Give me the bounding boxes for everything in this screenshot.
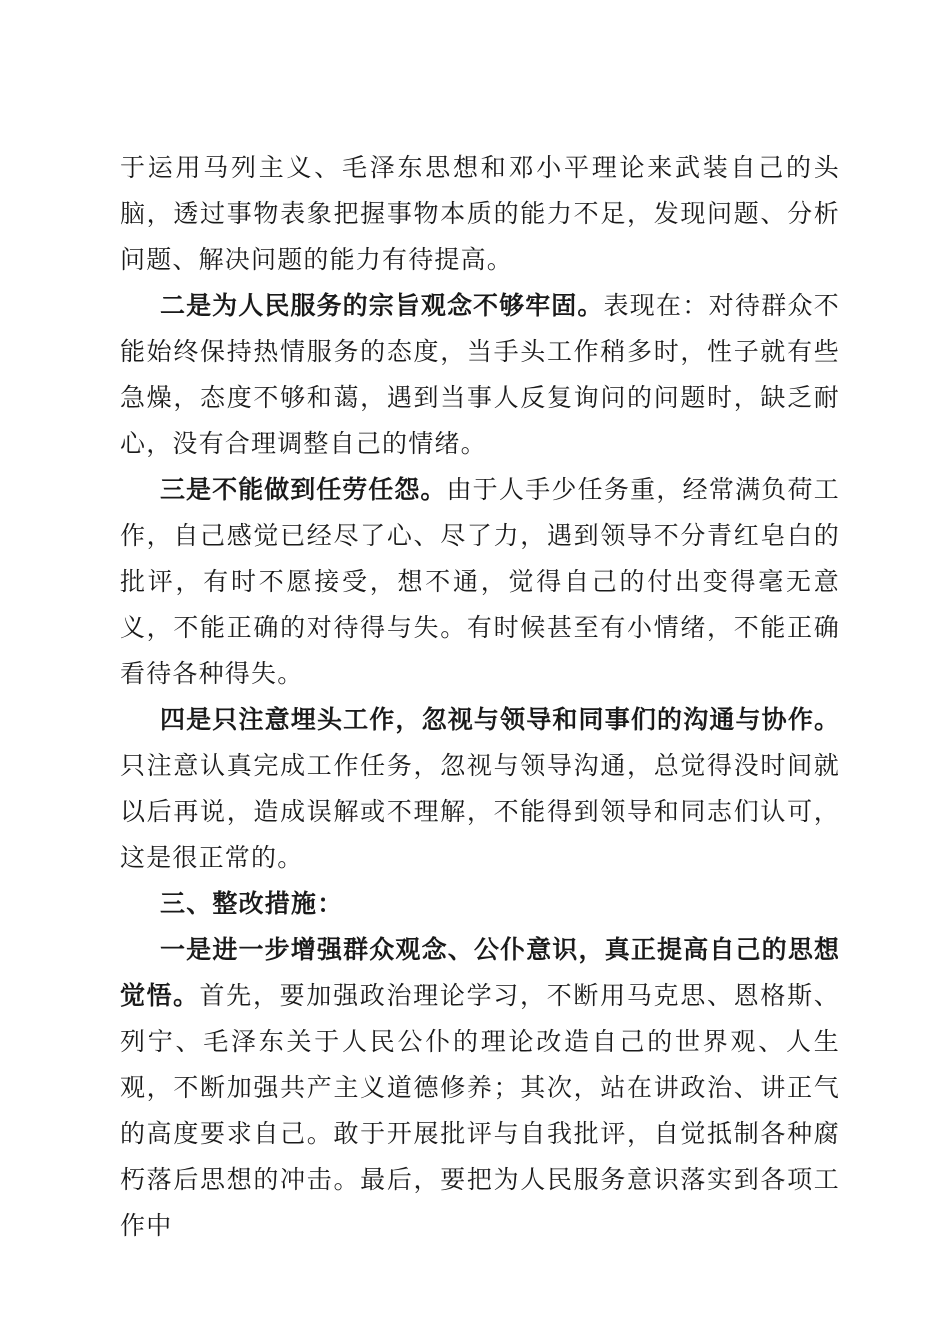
paragraph-continuation xyxy=(120,145,840,283)
paragraph-lead: 三是不能做到任劳任怨。 xyxy=(160,475,447,504)
section-heading: 三、整改措施： xyxy=(160,889,344,918)
document-body xyxy=(120,145,840,1249)
paragraph-lead: 一是进一步增强群众观念、公仆意识，真正提高自己的思想觉悟。 xyxy=(120,935,840,1010)
paragraph-text: 于运用马列主义、毛泽东思想和邓小平理论来武装自己的头脑，透过事物表象把握事物本质的能力不足，发现问题、分析问题、解决问题的能力有待提高。 xyxy=(120,153,840,274)
paragraph-lead: 四是只注意埋头工作，忽视与领导和同事们的沟通与协作。 xyxy=(160,705,840,734)
paragraph-text: 首先，要加强政治理论学习，不断用马克思、恩格斯、列宁、毛泽东关于人民公仆的理论改造自己的世界观、人生观，不断加强共产主义道德修养；其次，站在讲政治、讲正气的高度要求自己。敢于开展批评与自我批评，自觉抵制各种腐朽落后思想的冲击。最后，要把为人民服务意识落实到各项工作中 xyxy=(120,981,840,1240)
paragraph-measure-one xyxy=(120,927,840,1249)
paragraph-text: 由于人手少任务重，经常满负荷工作，自己感觉已经尽了心、尽了力，遇到领导不分青红皂白的批评，有时不愿接受，想不通，觉得自己的付出变得毫无意义，不能正确的对待得与失。有时候甚至有小情绪，不能正确看待各种得失。 xyxy=(120,475,840,688)
paragraph-point-two xyxy=(120,283,840,467)
paragraph-point-four xyxy=(120,697,840,881)
paragraph-text: 只注意认真完成工作任务，忽视与领导沟通，总觉得没时间就以后再说，造成误解或不理解，不能得到领导和同志们认可，这是很正常的。 xyxy=(120,751,840,872)
paragraph-text: 表现在：对待群众不能始终保持热情服务的态度，当手头工作稍多时，性子就有些急燥，态度不够和蔼，遇到当事人反复询问的问题时，缺乏耐心，没有合理调整自己的情绪。 xyxy=(120,291,840,458)
paragraph-lead: 二是为人民服务的宗旨观念不够牢固。 xyxy=(160,291,604,320)
paragraph-point-three xyxy=(120,467,840,697)
